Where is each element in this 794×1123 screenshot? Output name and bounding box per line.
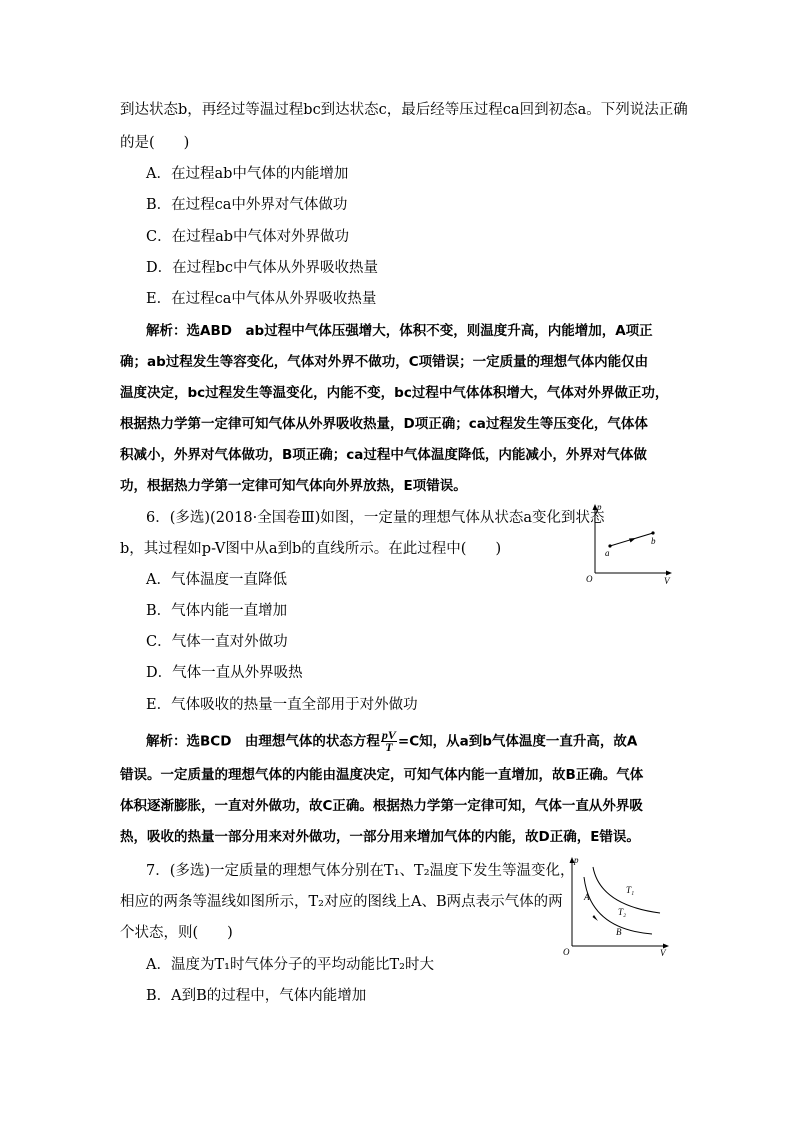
q5-option-b: B．在过程ca中外界对气体做功 [146, 197, 348, 213]
q5-option-c: C．在过程ab中气体对外界做功 [146, 229, 350, 245]
q7-point-a-label: A [584, 892, 590, 902]
q6-analysis-line-4: 热，吸收的热量一部分用来对外做功，一部分用来增加气体的内能，故D正确，E错误。 [120, 829, 640, 845]
q7-point-b-label: B [616, 927, 622, 937]
q7-stem-line-2: 相应的两条等温线如图所示，T₂对应的图线上A、B两点表示气体的两 [120, 894, 563, 910]
q7-isotherm-t2 [584, 877, 652, 934]
q6-option-b: B．气体内能一直增加 [146, 603, 288, 619]
q6-analysis-line-2: 错误。一定质量的理想气体的内能由温度决定，可知气体内能一直增加，故B正确。气体 [120, 767, 644, 783]
q6-pv-graph [583, 500, 678, 585]
q5-analysis-line-2: 确；ab过程发生等容变化，气体对外界不做功，C项错误；一定质量的理想气体内能仅由 [120, 354, 649, 370]
q6-option-a: A．气体温度一直降低 [146, 572, 287, 588]
q7-t2-label: T₂ [618, 907, 627, 917]
q6-analysis-pre: 解析：选BCD 由理想气体的状态方程 [146, 733, 380, 750]
q5-option-a: A．在过程ab中气体的内能增加 [146, 166, 349, 182]
q5-option-d: D．在过程bc中气体从外界吸收热量 [146, 260, 379, 276]
q6-analysis-line-1 [146, 730, 637, 753]
q7-origin-label: O [563, 947, 570, 957]
q6-x-label: V [664, 576, 670, 585]
q6-y-label: p [597, 502, 602, 512]
q5-analysis-line-6: 功，根据热力学第一定律可知气体向外界放热，E项错误。 [120, 478, 467, 494]
q6-b-label: b [651, 536, 656, 546]
q6-origin-label: O [586, 574, 593, 584]
q6-state-equation-fraction [381, 730, 397, 753]
q6-stem-line-1: 6．(多选)(2018·全国卷Ⅲ)如图，一定量的理想气体从状态a变化到状态 [146, 510, 605, 526]
q5-analysis-line-3: 温度决定，bc过程发生等温变化，内能不变，bc过程中气体体积增大，气体对外界做正功， [120, 385, 669, 401]
q7-stem-line-1: 7．(多选)一定质量的理想气体分别在T₁、T₂温度下发生等温变化， [146, 863, 575, 879]
q5-stem-line-2: 的是( ) [120, 135, 190, 151]
q6-option-e: E．气体吸收的热量一直全部用于对外做功 [146, 697, 418, 713]
q7-option-a: A．温度为T₁时气体分子的平均动能比T₂时大 [146, 957, 434, 973]
q7-x-label: V [660, 948, 666, 958]
q6-analysis-post: =C知，从a到b气体温度一直升高，故A [397, 733, 638, 750]
q5-analysis-line-5: 积减小，外界对气体做功，B项正确；ca过程中气体温度降低，内能减小，外界对气体做 [120, 447, 647, 463]
q7-isotherm-graph [560, 853, 675, 958]
q7-t1-label: T₁ [626, 885, 635, 895]
q5-analysis-line-4: 根据热力学第一定律可知气体从外界吸收热量，D项正确；ca过程发生等压变化，气体体 [120, 416, 648, 432]
q6-option-d: D．气体一直从外界吸热 [146, 665, 303, 681]
q6-option-c: C．气体一直对外做功 [146, 634, 288, 650]
q5-analysis-line-1: 解析：选ABD ab过程中气体压强增大，体积不变，则温度升高，内能增加，A项正 [146, 323, 653, 339]
q6-x-arrow [666, 571, 672, 576]
q5-option-e: E．在过程ca中气体从外界吸收热量 [146, 291, 377, 307]
q6-a-label: a [605, 548, 610, 558]
q7-y-label: p [574, 855, 579, 865]
q6-fraction-numerator: pV [381, 728, 396, 742]
q6-stem-line-2: b，其过程如p-V图中从a到b的直线所示。在此过程中( ) [120, 541, 502, 557]
q7-direction-arrow [593, 915, 599, 921]
q6-point-b [651, 531, 654, 534]
q6-analysis-line-3: 体积逐渐膨胀，一直对外做功，故C正确。根据热力学第一定律可知，气体一直从外界吸 [120, 798, 643, 814]
q6-fraction-denominator: T [385, 740, 393, 754]
q7-option-b: B．A到B的过程中，气体内能增加 [146, 988, 367, 1004]
q6-process-arrow [629, 538, 636, 543]
q7-stem-line-3: 个状态，则( ) [120, 925, 233, 941]
q5-stem-line-1: 到达状态b，再经过等温过程bc到达状态c，最后经等压过程ca回到初态a。下列说法正确 [120, 102, 688, 118]
